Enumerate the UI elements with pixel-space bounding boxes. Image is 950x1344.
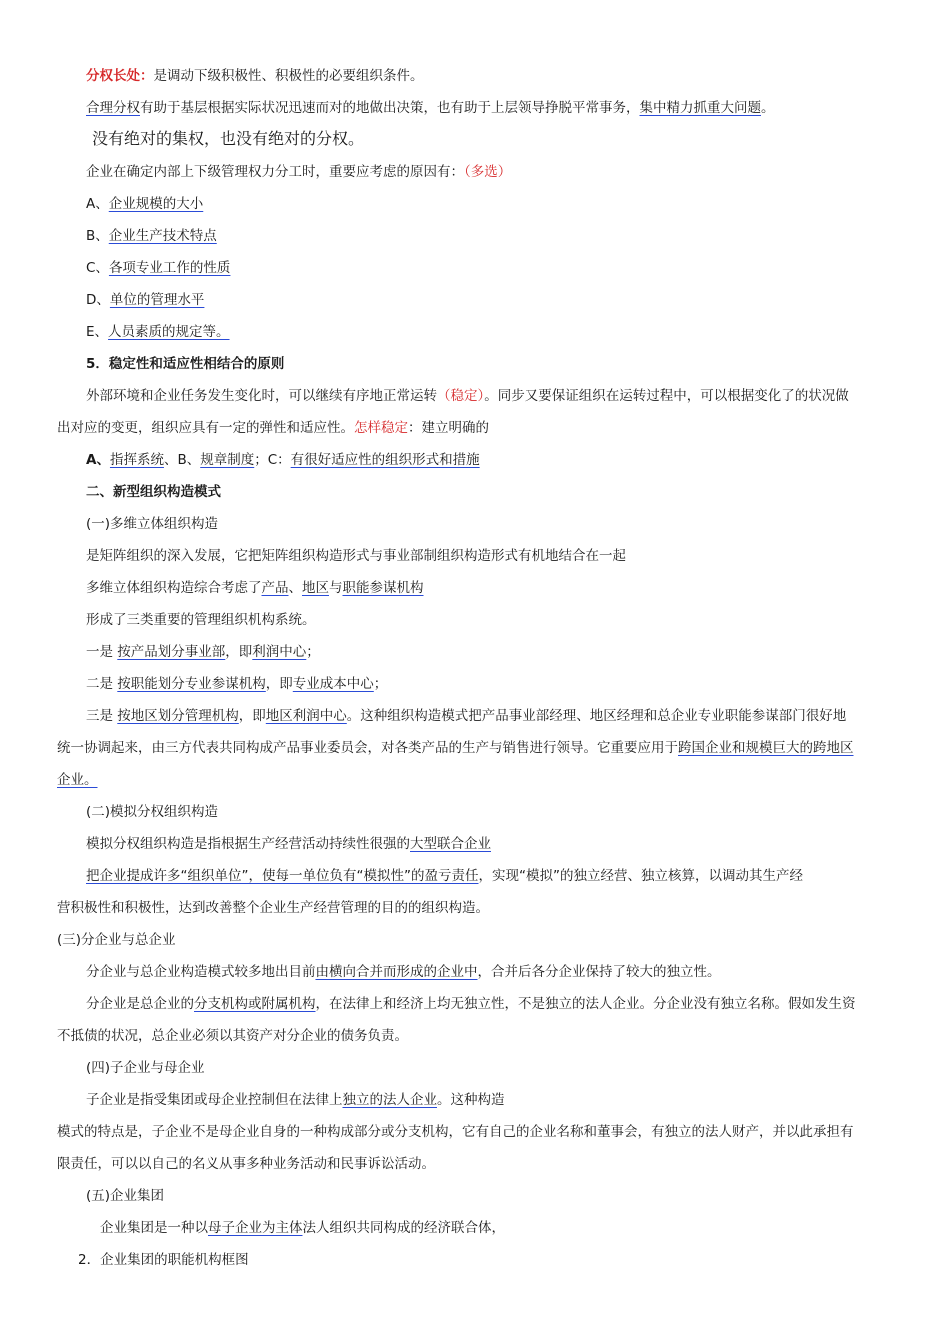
paragraph-line: 不抵债的状况，总企业必须以其资产对分企业的债务负责。 — [57, 1028, 408, 1044]
text: 企业在确定内部上下级管理权力分工时，重要应考虑的原因有： — [86, 164, 464, 180]
option-text: 单位的管理水平 — [109, 292, 205, 308]
underlined-term: 地区 — [302, 580, 329, 596]
text: 出对应的变更，组织应具有一定的弹性和适应性。 — [57, 420, 354, 436]
paragraph-line — [86, 962, 721, 982]
line-reasonable-decentralization — [86, 98, 775, 118]
option-prefix: A、 — [86, 196, 109, 212]
paragraph-line: 限责任，可以以自己的名义从事多种业务活动和民事诉讼活动。 — [57, 1156, 435, 1172]
underlined-term: 按职能划分专业参谋机构 — [117, 676, 266, 692]
text: 、B、 — [163, 452, 201, 468]
text: ； — [373, 676, 388, 692]
option-prefix: D、 — [86, 292, 110, 308]
underlined-term: 地区利润中心 — [265, 708, 347, 724]
text: 分企业是总企业的 — [86, 996, 194, 1012]
option-b — [86, 226, 217, 246]
text: 二是 — [86, 676, 118, 692]
option-text: 企业生产技术特点 — [108, 228, 217, 244]
underlined-term: 大型联合企业 — [410, 836, 491, 852]
text: 多维立体组织构造综合考虑了 — [86, 580, 262, 596]
text: 。这种构造 — [437, 1092, 505, 1108]
paragraph-line — [86, 386, 849, 406]
multi-choice-tag: （多选） — [464, 164, 512, 180]
text: 外部环境和企业任务发生变化时，可以继续有序地正常运转 — [86, 388, 437, 404]
text: 。 — [761, 100, 775, 116]
list-item — [86, 674, 387, 694]
underlined-term: 专业成本中心 — [292, 676, 374, 692]
line-decentralization-advantage — [86, 66, 424, 86]
text: ； — [306, 644, 320, 660]
underlined-term: 合理分权 — [86, 100, 140, 116]
paragraph-line — [100, 1218, 505, 1238]
underlined-term: 由横向合并而形成的企业中 — [315, 964, 478, 980]
option-d — [86, 290, 204, 310]
text: 法人组织共同构成的经济联合体， — [302, 1220, 505, 1236]
paragraph-line: 是矩阵组织的深入发展，它把矩阵组织构造形式与事业部制组织构造形式有机地结合在一起 — [86, 548, 626, 564]
text: A、 — [86, 452, 110, 468]
underlined-term: 产品 — [261, 580, 289, 596]
text: 、 — [288, 580, 302, 596]
underlined-term: 指挥系统 — [109, 452, 164, 468]
underlined-term: 把企业提成许多“组织单位”， — [86, 868, 262, 884]
option-prefix: E、 — [86, 324, 109, 340]
option-prefix: C、 — [86, 260, 109, 276]
text: 。这种组织构造模式把产品事业部经理、地区经理和总企业专业职能参谋部门很好地 — [346, 708, 847, 724]
paragraph-line — [57, 418, 489, 438]
underlined-term: 独立的法人企业 — [342, 1092, 437, 1108]
subheading-subsidiary: (四)子企业与母企业 — [86, 1060, 205, 1076]
stable-tag: （稳定） — [437, 388, 485, 404]
text: 分企业与总企业构造模式较多地出目前 — [86, 964, 316, 980]
text: 与 — [329, 580, 343, 596]
paragraph-line — [86, 994, 856, 1014]
underlined-term: 使每一单位负有“模拟性”的盈亏责任 — [262, 868, 479, 884]
text: ，在法律上和经济上均无独立性，不是独立的法人企业。分企业没有独立名称。假如发生资 — [315, 996, 856, 1012]
paragraph-line — [86, 578, 424, 598]
underlined-term: 分支机构或附属机构 — [194, 996, 316, 1012]
underlined-term: 职能参谋机构 — [342, 580, 424, 596]
paragraph-line: 模式的特点是，子企业不是母企业自身的一种构成部分或分支机构，它有自己的企业名称和董事会，有独立的法人财产，并以此承担有 — [57, 1124, 854, 1140]
subheading-simulated: (二)模拟分权组织构造 — [86, 804, 219, 820]
paragraph-line — [57, 738, 854, 758]
text: 有助于基层根据实际状况迅速而对的地做出决策，也有助于上层领导挣脱平常事务， — [140, 100, 640, 116]
line-no-absolute: 没有绝对的集权，也没有绝对的分权。 — [92, 129, 365, 148]
text: 模拟分权组织构造是指根据生产经营活动持续性很强的 — [86, 836, 410, 852]
list-item — [86, 706, 846, 726]
text: ；C： — [254, 452, 291, 468]
paragraph-line — [86, 834, 491, 854]
section-heading-stability: 5．稳定性和适应性相结合的原则 — [86, 356, 285, 372]
option-a — [86, 194, 203, 214]
text: 统一协调起来，由三方代表共同构成产品事业委员会，对各类产品的生产与销售进行领导。它重要应用于 — [57, 740, 678, 756]
underlined-term: 利润中心 — [252, 644, 307, 660]
text: 。同步又要保证组织在运转过程中，可以根据变化了的状况做 — [484, 388, 849, 404]
text: ，即 — [265, 676, 293, 692]
question-line — [86, 162, 511, 182]
paragraph-line: 形成了三类重要的管理组织机构系统。 — [86, 612, 316, 628]
option-text: 各项专业工作的性质 — [108, 260, 231, 276]
text: 三是 — [86, 708, 118, 724]
section-heading-new-structures: 二、新型组织构造模式 — [86, 484, 221, 500]
text: ，合并后各分企业保持了较大的独立性。 — [477, 964, 721, 980]
text: ，即 — [238, 708, 266, 724]
term-label: 分权长处： — [86, 68, 154, 84]
option-e — [86, 322, 230, 342]
underlined-term: 规章制度 — [200, 452, 255, 468]
text: 企业集团是一种以 — [100, 1220, 208, 1236]
paragraph-line — [86, 866, 803, 886]
text: ：建立明确的 — [408, 420, 489, 436]
subheading-group: (五)企业集团 — [86, 1188, 165, 1204]
subheading-multidim: (一)多维立体组织构造 — [86, 516, 219, 532]
option-text: 人员素质的规定等。 — [108, 324, 230, 340]
text: 是调动下级积极性、积极性的必要组织条件。 — [153, 68, 424, 84]
underlined-term: 跨国企业和规模巨大的跨地区 — [678, 740, 854, 756]
text: ，实现“模拟”的独立经营、独立核算，以调动其生产经 — [478, 868, 803, 884]
list-item — [86, 642, 320, 662]
text: 子企业是指受集团或母企业控制但在法律上 — [86, 1092, 343, 1108]
option-text: 企业规模的大小 — [108, 196, 204, 212]
text: 一是 — [86, 644, 118, 660]
underlined-term: 按地区划分管理机构 — [117, 708, 239, 724]
section-heading-group-chart: 2．企业集团的职能机构框图 — [78, 1252, 249, 1268]
underlined-term: 企业。 — [57, 772, 98, 788]
paragraph-line: 营积极性和积极性，达到改善整个企业生产经营管理的目的的组织构造。 — [57, 900, 489, 916]
subheading-branch: (三)分企业与总企业 — [57, 932, 176, 948]
underlined-term: 集中精力抓重大问题 — [639, 100, 761, 116]
abc-line — [86, 450, 480, 470]
option-c — [86, 258, 230, 278]
text: ，即 — [225, 644, 253, 660]
paragraph-line — [86, 1090, 505, 1110]
option-prefix: B、 — [86, 228, 109, 244]
underlined-term: 有很好适应性的组织形式和措施 — [290, 452, 480, 468]
underlined-term: 按产品划分事业部 — [117, 644, 226, 660]
how-stable-tag: 怎样稳定 — [354, 420, 408, 436]
underlined-term: 母子企业为主体 — [208, 1220, 303, 1236]
